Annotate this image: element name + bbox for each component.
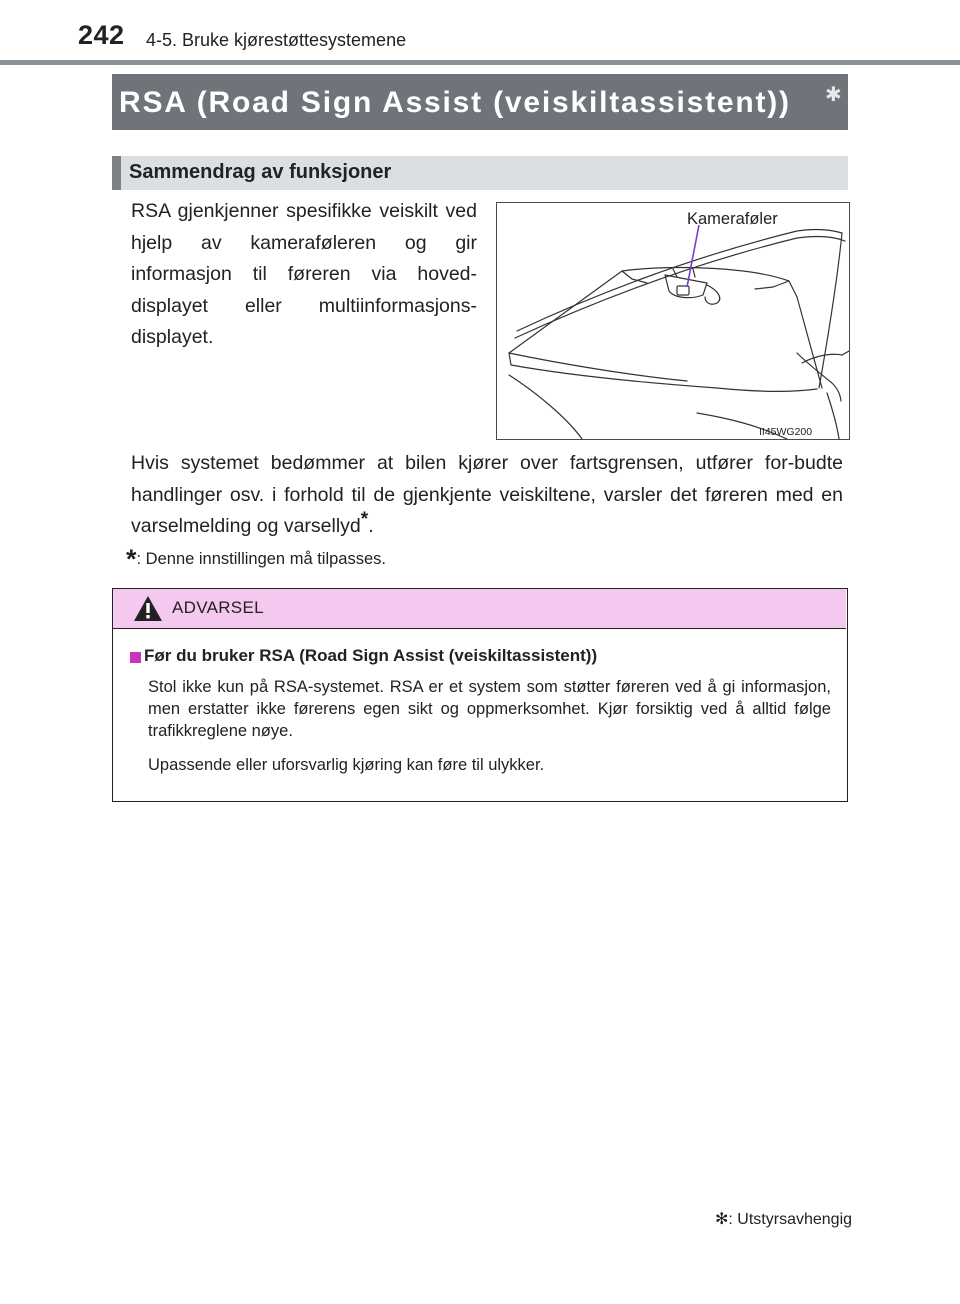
footer-star: ✻ xyxy=(715,1211,729,1228)
subsection-accent xyxy=(112,156,121,190)
footer-text: : Utstyrsavhengig xyxy=(728,1211,853,1228)
subsection-bar xyxy=(112,156,848,190)
section-availability-star: ✱ xyxy=(825,84,842,106)
body-paragraph xyxy=(131,448,843,543)
warning-paragraph-1: Stol ikke kun på RSA-systemet. RSA er et system som støtter føreren ved å gi informasjon, men erstatter ikke førerens egen sikt og oppmerksomhet. Kjør forsiktig ved å alltid følge trafikkreglene nøye. xyxy=(148,678,831,740)
page-number: 242 xyxy=(78,20,125,50)
section-banner xyxy=(112,74,848,130)
warning-triangle-icon xyxy=(133,595,163,622)
footer-note xyxy=(715,1209,852,1229)
windshield-illustration xyxy=(497,203,849,439)
camera-callout-label: Kameraføler xyxy=(687,210,778,228)
warning-paragraph-2: Upassende eller uforsvarlig kjøring kan føre til ulykker. xyxy=(148,756,545,774)
footnote-text: : Denne innstillingen må tilpasses. xyxy=(136,550,386,568)
square-bullet-icon xyxy=(130,652,141,663)
body-period: . xyxy=(368,515,374,537)
section-title: RSA (Road Sign Assist (veiskiltassistent)) xyxy=(119,86,791,119)
chapter-title: 4-5. Bruke kjørestøttesystemene xyxy=(146,30,407,50)
subsection-title: Sammendrag av funksjoner xyxy=(129,161,392,183)
header-divider xyxy=(0,60,960,65)
warning-heading: Før du bruker RSA (Road Sign Assist (veiskiltassistent)) xyxy=(144,646,598,665)
footnote xyxy=(126,540,386,574)
intro-paragraph: RSA gjenkjenner spesifikke veiskilt ved hjelp av kameraføleren og gir informasjon til føreren via hoved-displayet eller multiinformasjons-displayet. xyxy=(131,200,477,348)
footnote-star: * xyxy=(126,544,137,574)
body-asterisk: * xyxy=(360,509,369,530)
warning-box xyxy=(112,588,848,802)
body-paragraph-text: Hvis systemet bedømmer at bilen kjører over fartsgrensen, utfører for-budte handlinger osv. i forhold til de gjenkjente veiskiltene, varsler det føreren med en varselmelding og varsellyd xyxy=(131,452,843,537)
windshield-camera-figure xyxy=(496,202,850,440)
warning-header xyxy=(113,589,846,629)
figure-image-id: II45WG200 xyxy=(759,426,813,438)
warning-label: ADVARSEL xyxy=(172,598,264,617)
